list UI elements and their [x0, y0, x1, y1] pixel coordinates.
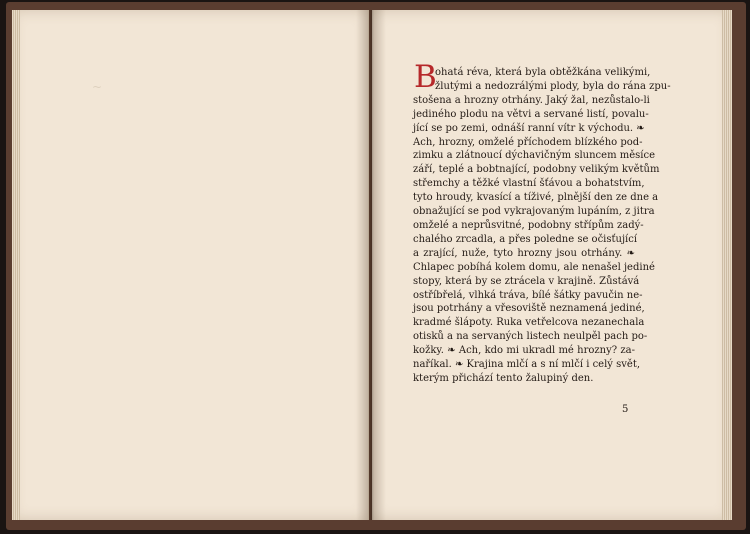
text-line: žlutými a nedozrálými plody, byla do rána zpu- [435, 80, 671, 92]
text-line: tyto hroudy, kvasící a tíživé, plnější den ze dne a [413, 192, 659, 204]
text-line: Ach, hrozny, omželé příchodem blízkého pod- [413, 136, 643, 148]
text-line: jediného plodu na větvi a servané listí, povalu- [413, 108, 649, 120]
text-line: ostříbřelá, vlhká tráva, bílé šátky pavučin ne- [413, 289, 643, 301]
text-line: ohatá réva, která byla obtěžkána velikými, [435, 67, 651, 78]
text-line: kradmé šlápoty. Ruka vetřelcova nezanechala [413, 317, 645, 329]
text-line: stopy, která by se ztrácela v krajině. Zůstává [413, 275, 640, 287]
text-line: omželé a neprůsvitné, podobny střípům zadý- [413, 219, 644, 231]
text-line: jsou potrhány a vřesoviště neznamená jediné, [413, 303, 645, 315]
text-line: stošena a hrozny otrhány. Jaký žal, nezůstalo-li [413, 94, 650, 106]
drop-cap: B [414, 59, 437, 95]
text-line: září, teplé a bobtnající, podobny velikým květům [413, 164, 660, 176]
text-line: chalého zrcadla, a přes poledne se očisťující [413, 233, 638, 245]
text-line: kožky. ❧ Ach, kdo mi ukradl mé hrozny? za- [413, 345, 635, 357]
text-line: otisků a na servaných listech neulpěl pach po- [413, 331, 648, 343]
text-line: jící se po zemi, odnáší ranní vítr k východu. ❧ [413, 122, 645, 134]
text-line: obnažující se pod vykrajovaným lupáním, z jitra [413, 206, 655, 218]
text-line: střemchy a těžké vlastní šťávou a bohatstvím, [413, 178, 645, 190]
left-page [12, 10, 369, 520]
show-through-mark: ~ [92, 80, 103, 94]
book-gutter [356, 10, 386, 520]
right-page-edges [722, 10, 732, 520]
text-line: zimku a zlátnoucí dýchavičným sluncem měsíce [413, 150, 655, 162]
left-page-edges [12, 10, 20, 520]
text-line: Chlapec pobíhá kolem domu, ale nenašel jediné [413, 261, 655, 273]
text-line: kterým přichází tento žalupiný den. [413, 372, 594, 384]
body-text [413, 66, 671, 386]
page-number: 5 [622, 404, 629, 415]
text-line: naříkal. ❧ Krajina mlčí a s ní mlčí i celý svět, [413, 359, 641, 371]
text-line: a zrající, nuže, tyto hrozny jsou otrhány. ❧ [413, 247, 635, 259]
